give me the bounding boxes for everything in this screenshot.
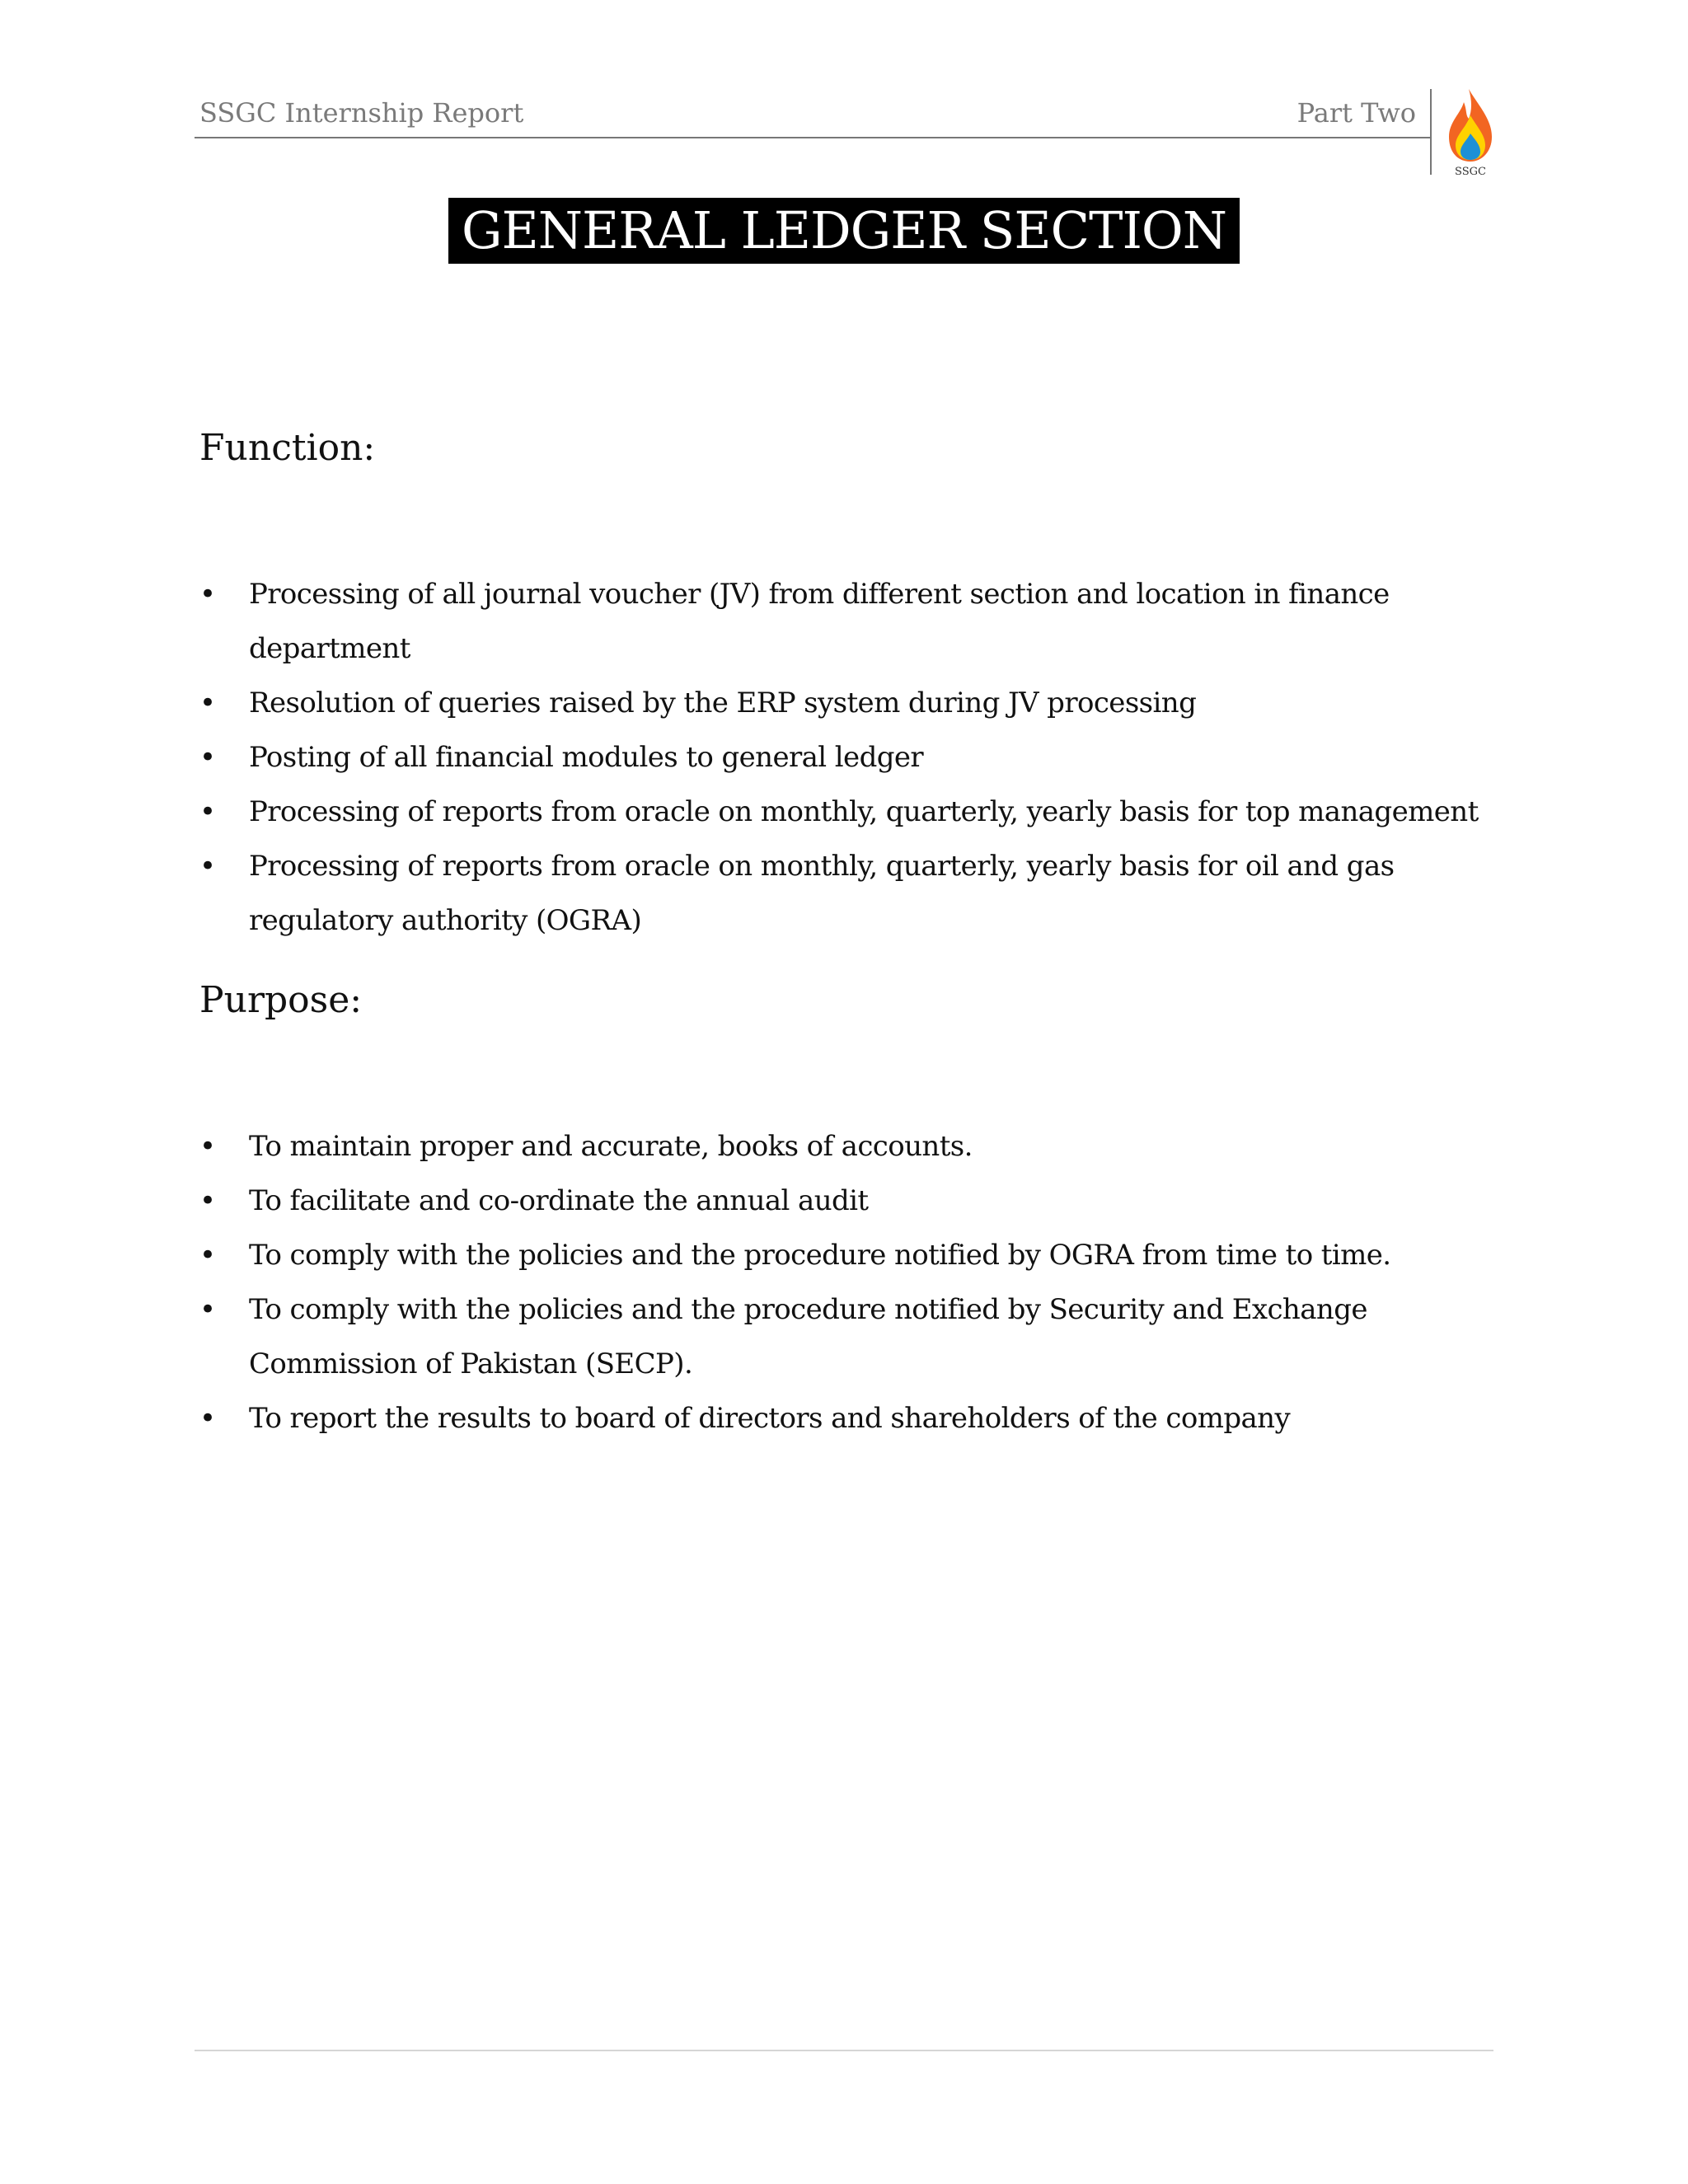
- purpose-heading: Purpose:: [199, 979, 363, 1021]
- purpose-item: • To comply with the policies and the procedure notified by Security and Exchange Commission of Pakistan (SECP).: [199, 1282, 1518, 1391]
- bullet-icon: •: [199, 1130, 216, 1163]
- function-list: [199, 567, 1518, 948]
- header-report-title: SSGC Internship Report: [199, 97, 524, 129]
- bullet-icon: •: [199, 1293, 216, 1326]
- function-item: • Processing of reports from oracle on monthly, quarterly, yearly basis for oil and gas regulatory authority (OGRA): [199, 839, 1518, 948]
- purpose-item: • To comply with the policies and the procedure notified by OGRA from time to time.: [199, 1228, 1518, 1282]
- purpose-item: • To maintain proper and accurate, books of accounts.: [199, 1119, 1518, 1174]
- function-item: • Processing of all journal voucher (JV) from different section and location in finance department: [199, 567, 1518, 676]
- function-heading: Function:: [199, 427, 376, 469]
- bullet-icon: •: [199, 795, 216, 828]
- bullet-icon: •: [199, 850, 216, 883]
- function-item: • Posting of all financial modules to general ledger: [199, 730, 1518, 785]
- bullet-icon: •: [199, 578, 216, 611]
- bullet-icon: •: [199, 741, 216, 774]
- header-divider: [195, 137, 1431, 138]
- logo-text: SSGC: [1455, 166, 1486, 178]
- section-title-wrapper: [0, 198, 1688, 264]
- purpose-list: [199, 1119, 1518, 1446]
- header-vertical-divider: [1430, 89, 1432, 175]
- footer-divider: [195, 2050, 1493, 2051]
- bullet-icon: •: [199, 1402, 216, 1435]
- purpose-item: • To report the results to board of directors and shareholders of the company: [199, 1391, 1518, 1446]
- ssgc-flame-logo: [1444, 86, 1497, 178]
- bullet-icon: •: [199, 1184, 216, 1217]
- section-title: GENERAL LEDGER SECTION: [448, 198, 1240, 264]
- purpose-item: • To facilitate and co-ordinate the annual audit: [199, 1174, 1518, 1228]
- bullet-icon: •: [199, 687, 216, 719]
- function-item: • Resolution of queries raised by the ERP system during JV processing: [199, 676, 1518, 730]
- bullet-icon: •: [199, 1239, 216, 1272]
- function-item: • Processing of reports from oracle on monthly, quarterly, yearly basis for top management: [199, 785, 1518, 839]
- header-part-label: Part Two: [1296, 97, 1416, 129]
